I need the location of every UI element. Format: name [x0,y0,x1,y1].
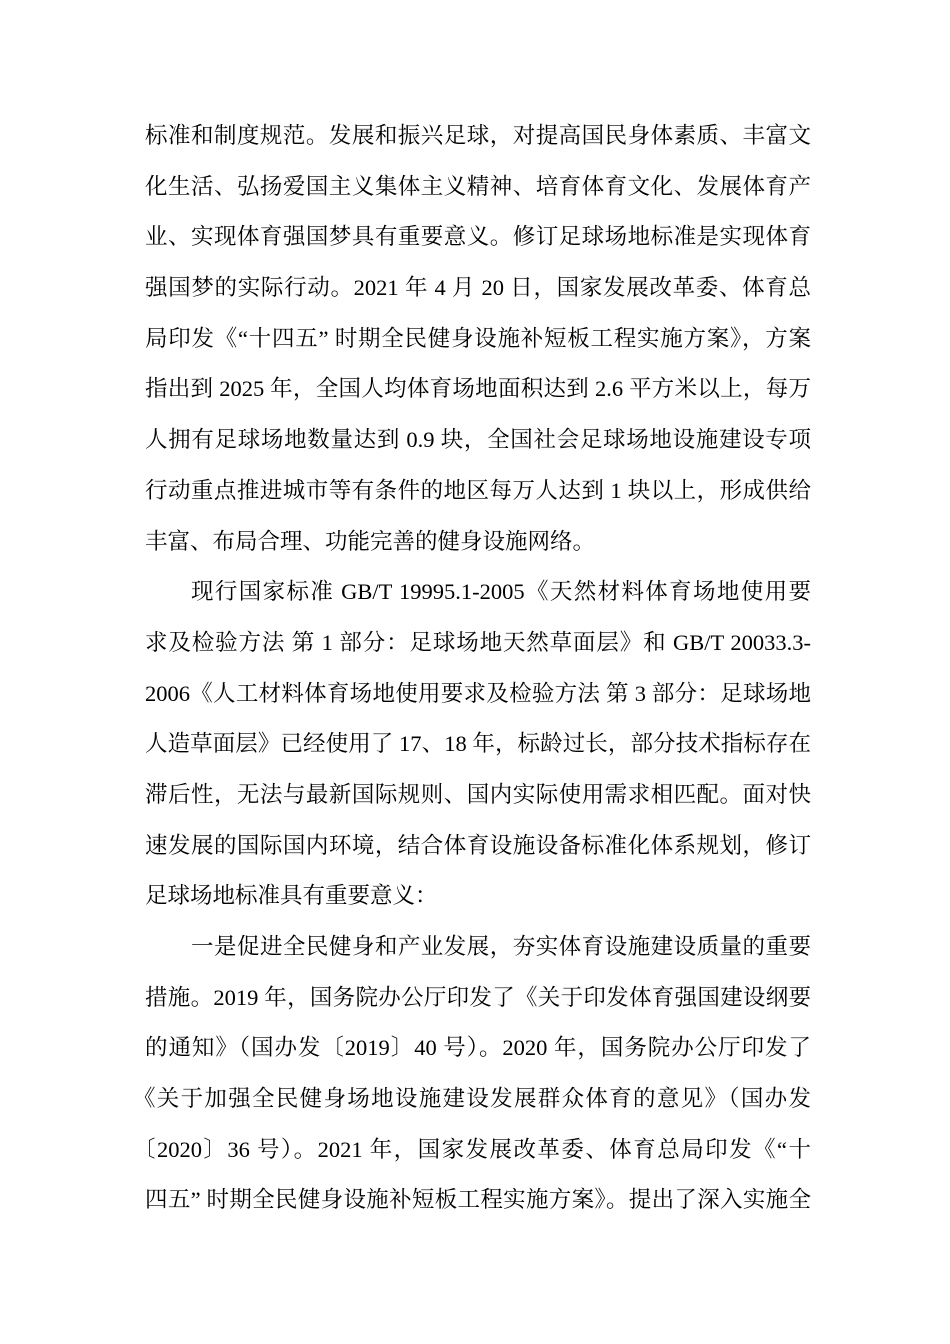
paragraph-1 [145,111,811,567]
text-line: 〔2020〕36 号）。2021 年，国家发展改革委、体育总局印发《“十 [133,1136,811,1162]
text-line: 一是促进全民健身和产业发展，夯实体育设施建设质量的重要 [191,934,811,959]
text-line: 人造草面层》已经使用了 17、18 年，标龄过长，部分技术指标存在 [145,731,811,757]
text-line: 2006《人工材料体育场地使用要求及检验方法 第 3 部分：足球场地 [145,680,811,706]
text-line: 滞后性，无法与最新国际规则、国内实际使用需求相匹配。面对快 [145,781,811,807]
text-line: 现行国家标准 GB/T 19995.1-2005《天然材料体育场地使用要 [191,579,811,605]
text-line: 求及检验方法 第 1 部分：足球场地天然草面层》和 GB/T 20033.3- [145,629,811,655]
text-line: 四五” 时期全民健身设施补短板工程实施方案》。提出了深入实施全 [145,1187,811,1213]
paragraph-3 [133,922,811,1226]
text-line: 行动重点推进城市等有条件的地区每万人达到 1 块以上，形成供给 [145,477,811,503]
paragraph-2 [145,567,811,922]
text-line: 标准和制度规范。发展和振兴足球，对提高国民身体素质、丰富文 [145,123,811,148]
text-line: 措施。2019 年，国务院办公厅印发了《关于印发体育强国建设纲要 [145,984,811,1010]
text-line: 丰富、布局合理、功能完善的健身设施网络。 [145,528,596,554]
text-line: 局印发《“十四五” 时期全民健身设施补短板工程实施方案》，方案 [145,325,811,351]
text-line: 速发展的国际国内环境，结合体育设施设备标准化体系规划，修订 [145,832,811,858]
text-line: 指出到 2025 年，全国人均体育场地面积达到 2.6 平方米以上，每万 [145,376,811,402]
text-line: 强国梦的实际行动。2021 年 4 月 20 日，国家发展改革委、体育总 [145,275,811,301]
text-line: 的通知》（国办发〔2019〕40 号）。2020 年，国务院办公厅印发了 [145,1035,811,1061]
text-line: 《关于加强全民健身场地设施建设发展群众体育的意见》（国办发 [133,1086,811,1112]
text-line: 足球场地标准具有重要意义： [145,883,438,909]
text-line: 化生活、弘扬爱国主义集体主义精神、培育体育文化、发展体育产 [145,173,811,199]
text-line: 人拥有足球场地数量达到 0.9 块，全国社会足球场地设施建设专项 [145,427,811,453]
document-body [133,111,811,1226]
text-line: 业、实现体育强国梦具有重要意义。修订足球场地标准是实现体育 [145,224,811,250]
